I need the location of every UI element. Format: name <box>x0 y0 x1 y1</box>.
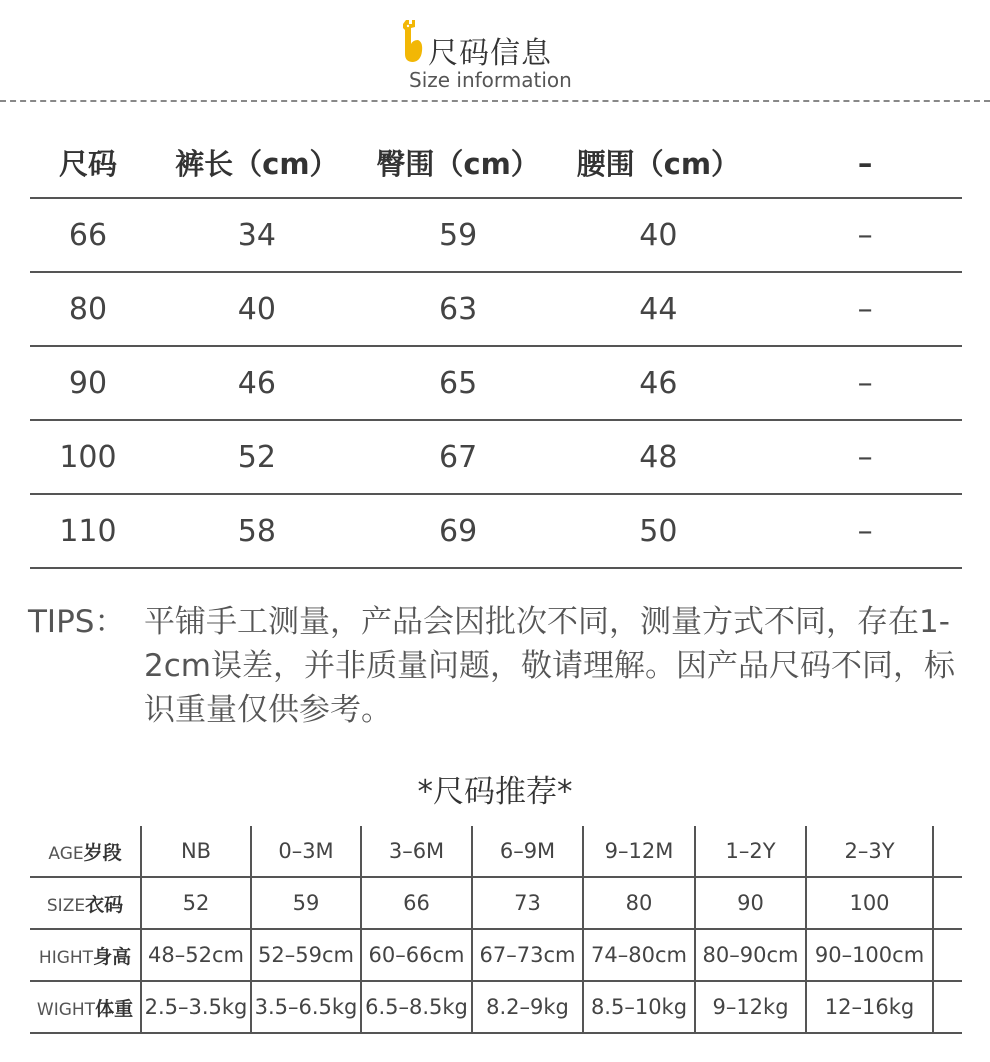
table-row <box>30 929 962 981</box>
row-label <box>30 981 141 1033</box>
table-cell: 6.5–8.5kg <box>361 981 472 1033</box>
row-label-cn: 衣码 <box>85 893 124 916</box>
table-cell: 69 <box>368 494 549 568</box>
row-label <box>30 877 141 929</box>
table-row <box>30 420 962 494</box>
table-cell: 0–3M <box>251 826 361 877</box>
table-cell-empty <box>933 826 962 877</box>
table-row <box>30 826 962 877</box>
table-cell: 73 <box>472 877 583 929</box>
table-cell: 34 <box>146 198 368 272</box>
table-cell: 100 <box>30 420 146 494</box>
row-label-cn: 体重 <box>95 997 134 1020</box>
table-cell: 52–59cm <box>251 929 361 981</box>
table-cell: 2–3Y <box>806 826 933 877</box>
page-subtitle: Size information <box>409 68 572 92</box>
row-label-en: HIGHT <box>38 947 94 968</box>
table-cell: 12–16kg <box>806 981 933 1033</box>
table-cell-empty <box>933 929 962 981</box>
table-cell: 48–52cm <box>141 929 251 981</box>
table-cell: 3.5–6.5kg <box>251 981 361 1033</box>
table-row <box>30 494 962 568</box>
table-row <box>30 981 962 1033</box>
table-cell: 90 <box>30 346 146 420</box>
table-cell: 65 <box>368 346 549 420</box>
table-cell: 2.5–3.5kg <box>141 981 251 1033</box>
table-cell: 46 <box>146 346 368 420</box>
row-label-en: AGE <box>48 843 84 864</box>
table-cell: 52 <box>146 420 368 494</box>
table-cell: 90–100cm <box>806 929 933 981</box>
table-cell: 1–2Y <box>695 826 806 877</box>
table-cell: 3–6M <box>361 826 472 877</box>
page-header <box>0 0 990 104</box>
header-divider <box>0 100 990 102</box>
table-cell: 50 <box>548 494 768 568</box>
table-cell: 59 <box>251 877 361 929</box>
table-cell-empty <box>933 981 962 1033</box>
table-cell: – <box>768 494 962 568</box>
size-table-header-row <box>30 128 962 198</box>
table-cell: 66 <box>30 198 146 272</box>
table-cell: 40 <box>548 198 768 272</box>
table-cell: 100 <box>806 877 933 929</box>
size-table-header-cell: 尺码 <box>30 128 146 198</box>
table-row <box>30 346 962 420</box>
table-cell: – <box>768 272 962 346</box>
table-cell: – <box>768 346 962 420</box>
table-cell: 40 <box>146 272 368 346</box>
table-cell: – <box>768 198 962 272</box>
row-label-cn: 岁段 <box>83 841 122 864</box>
table-row <box>30 198 962 272</box>
size-table-header-cell: 裤长（cm） <box>146 128 368 198</box>
size-table-header-cell: 臀围（cm） <box>368 128 549 198</box>
table-cell: 9–12M <box>583 826 695 877</box>
table-row <box>30 272 962 346</box>
table-cell: 63 <box>368 272 549 346</box>
row-label-cn: 身高 <box>93 945 132 968</box>
table-cell: 44 <box>548 272 768 346</box>
table-cell: 74–80cm <box>583 929 695 981</box>
table-cell: 60–66cm <box>361 929 472 981</box>
table-cell: 8.5–10kg <box>583 981 695 1033</box>
size-table-header-cell: – <box>768 128 962 198</box>
table-cell-empty <box>933 877 962 929</box>
table-cell: 58 <box>146 494 368 568</box>
table-cell: 52 <box>141 877 251 929</box>
table-cell: – <box>768 420 962 494</box>
tips-label: TIPS： <box>28 604 126 640</box>
table-cell: 59 <box>368 198 549 272</box>
row-label <box>30 929 141 981</box>
table-cell: NB <box>141 826 251 877</box>
row-label-en: SIZE <box>46 895 86 916</box>
giraffe-logo-icon <box>400 18 424 64</box>
row-label <box>30 826 141 877</box>
page-title: 尺码信息 <box>428 36 552 71</box>
table-cell: 46 <box>548 346 768 420</box>
table-cell: 80 <box>30 272 146 346</box>
row-label-en: WIGHT <box>36 999 96 1020</box>
table-row <box>30 877 962 929</box>
table-cell: 67 <box>368 420 549 494</box>
table-cell: 8.2–9kg <box>472 981 583 1033</box>
table-cell: 9–12kg <box>695 981 806 1033</box>
recommend-table <box>30 826 962 1034</box>
table-cell: 90 <box>695 877 806 929</box>
table-cell: 66 <box>361 877 472 929</box>
table-cell: 6–9M <box>472 826 583 877</box>
table-cell: 67–73cm <box>472 929 583 981</box>
table-cell: 110 <box>30 494 146 568</box>
size-table-header-cell: 腰围（cm） <box>548 128 768 198</box>
table-cell: 48 <box>548 420 768 494</box>
tips-text: 平铺手工测量，产品会因批次不同，测量方式不同，存在1-2cm误差，并非质量问题，敬请理解。因产品尺码不同，标识重量仅供参考。 <box>144 604 955 728</box>
recommend-title: *尺码推荐* <box>417 774 573 810</box>
table-cell: 80 <box>583 877 695 929</box>
table-cell: 80–90cm <box>695 929 806 981</box>
size-table <box>30 128 962 569</box>
